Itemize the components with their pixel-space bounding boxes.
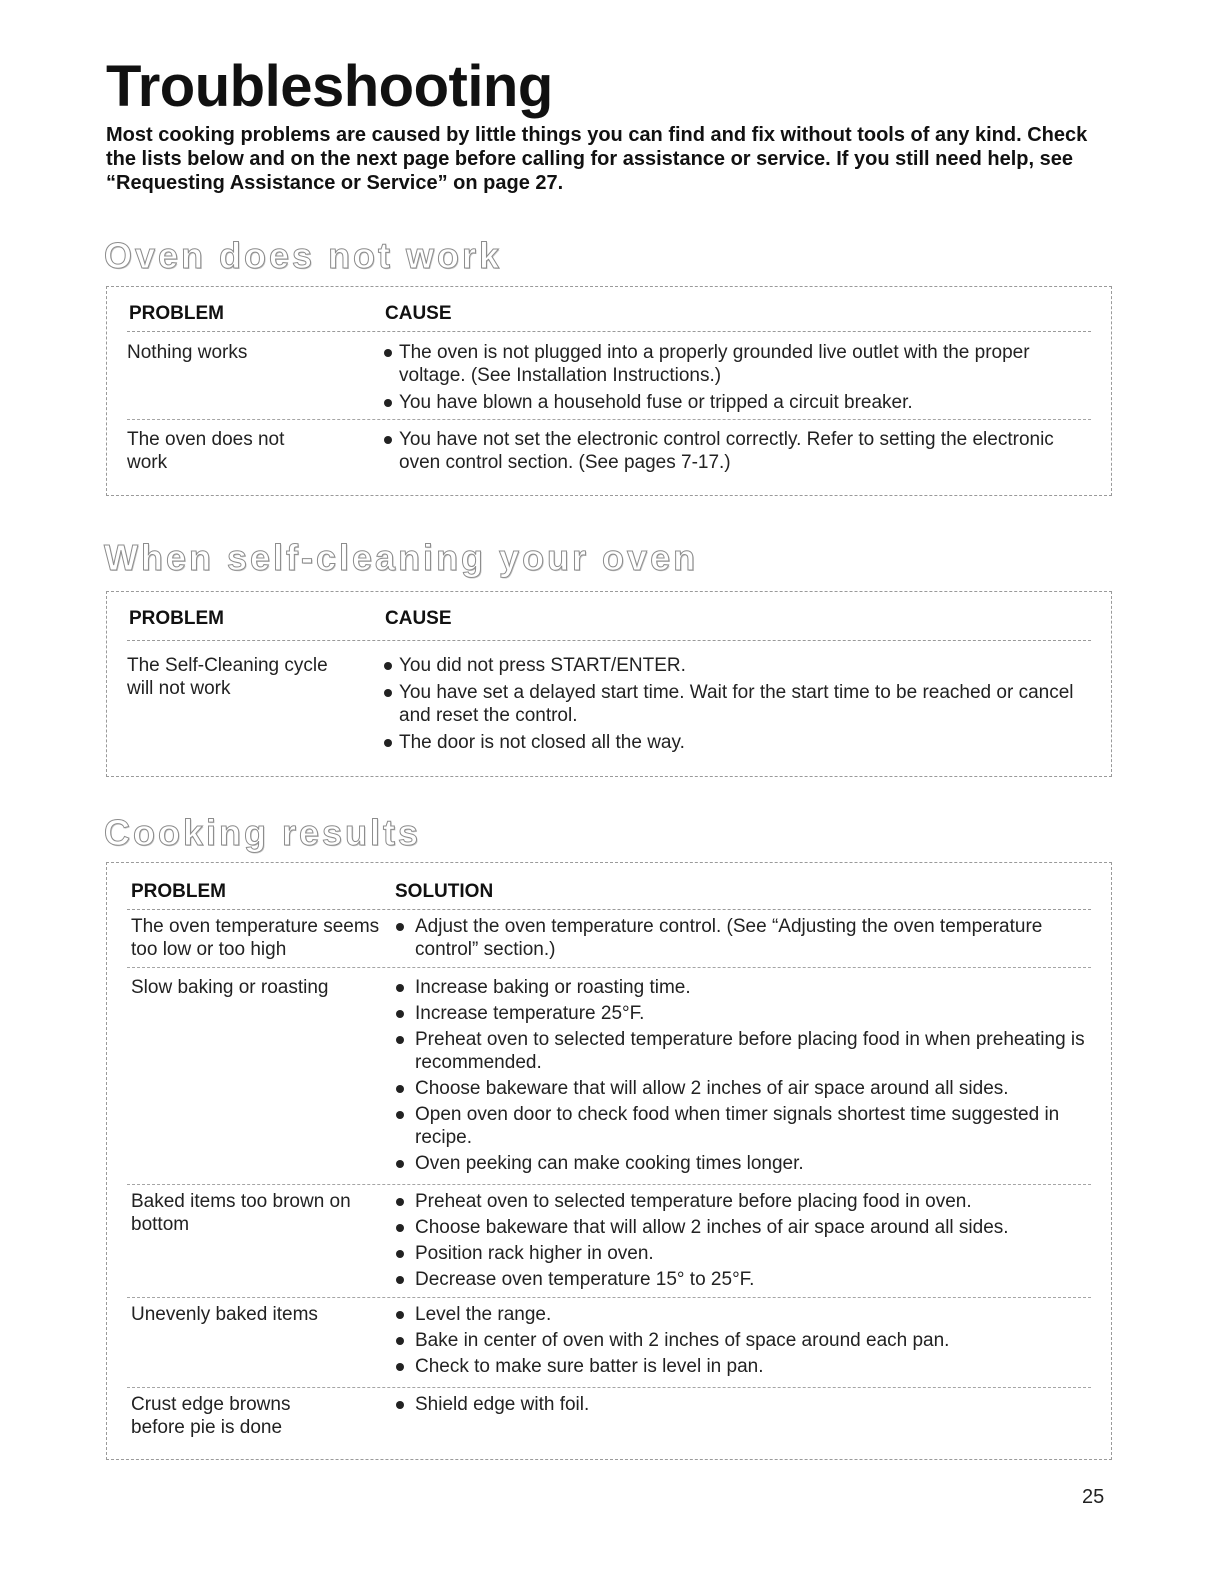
solution-item: Choose bakeware that will allow 2 inches of air space around all sides. [393, 1216, 1091, 1239]
column-header-cause: CAUSE [385, 608, 452, 629]
solution-item: Increase baking or roasting time. [393, 976, 1091, 999]
solution-item: Preheat oven to selected temperature before placing food in when preheating is recommended. [393, 1028, 1091, 1074]
solution-item: Preheat oven to selected temperature before placing food in oven. [393, 1190, 1091, 1213]
solution-item: Adjust the oven temperature control. (See “Adjusting the oven temperature control” section.) [393, 915, 1091, 961]
column-header-problem: PROBLEM [129, 303, 224, 324]
solution-item: Choose bakeware that will allow 2 inches of air space around all sides. [393, 1077, 1091, 1100]
cause-item: You did not press START/ENTER. [383, 654, 1091, 677]
solution-item: Oven peeking can make cooking times longer. [393, 1152, 1091, 1175]
table-row [127, 1393, 1091, 1445]
solution-item: Check to make sure batter is level in pan. [393, 1355, 1091, 1378]
table-header [127, 608, 1091, 641]
problem-text: The oven temperature seems too low or too high [131, 916, 380, 960]
problem-text: Unevenly baked items [131, 1304, 318, 1325]
column-header-problem: PROBLEM [129, 608, 224, 629]
section-heading-oven-does-not-work: Oven does not work [104, 235, 503, 276]
problem-text: Baked items too brown on bottom [131, 1191, 351, 1235]
section-heading-cooking-results: Cooking results [104, 812, 422, 853]
table-row [127, 976, 1091, 1185]
table-oven-does-not-work [106, 286, 1112, 496]
column-header-solution: SOLUTION [395, 881, 494, 902]
table-row [127, 341, 1091, 420]
solution-item: Increase temperature 25°F. [393, 1002, 1091, 1025]
cause-item: You have blown a household fuse or tripped a circuit breaker. [383, 391, 1091, 414]
page-title: Troubleshooting [106, 54, 553, 119]
page-number: 25 [1082, 1486, 1105, 1508]
cause-item: The oven is not plugged into a properly grounded live outlet with the proper voltage. (See Installation Instructions.) [383, 341, 1091, 387]
problem-text: The oven does not work [127, 429, 285, 473]
problem-text: The Self-Cleaning cycle will not work [127, 655, 328, 699]
table-row [127, 915, 1091, 968]
problem-text: Slow baking or roasting [131, 977, 329, 998]
table-row [127, 428, 1091, 478]
table-header [127, 881, 1091, 910]
cause-item: You have not set the electronic control correctly. Refer to setting the electronic oven control section. (See pages 7-17.) [383, 428, 1091, 474]
intro-paragraph: Most cooking problems are caused by little things you can find and fix without tools of any kind. Check the lists below and on the next page before calling for assistance or service. If you still need help, see “Requesting Assistance or Service” on page 27. [106, 124, 1088, 194]
solution-item: Open oven door to check food when timer signals shortest time suggested in recipe. [393, 1103, 1091, 1149]
solution-item: Shield edge with foil. [393, 1393, 1091, 1416]
section-heading-self-cleaning: When self-cleaning your oven [104, 537, 699, 578]
solution-item: Decrease oven temperature 15° to 25°F. [393, 1268, 1091, 1291]
table-row [127, 1303, 1091, 1388]
table-row [127, 1190, 1091, 1298]
table-self-cleaning [106, 591, 1112, 777]
solution-item: Position rack higher in oven. [393, 1242, 1091, 1265]
problem-text: Nothing works [127, 342, 248, 363]
column-header-problem: PROBLEM [131, 881, 226, 902]
problem-text: Crust edge browns before pie is done [131, 1394, 291, 1438]
table-row [127, 654, 1091, 764]
solution-item: Level the range. [393, 1303, 1091, 1326]
table-header [127, 303, 1091, 332]
solution-item: Bake in center of oven with 2 inches of space around each pan. [393, 1329, 1091, 1352]
column-header-cause: CAUSE [385, 303, 452, 324]
cause-item: The door is not closed all the way. [383, 731, 1091, 754]
table-cooking-results [106, 862, 1112, 1460]
cause-item: You have set a delayed start time. Wait for the start time to be reached or cancel and reset the control. [383, 681, 1091, 727]
